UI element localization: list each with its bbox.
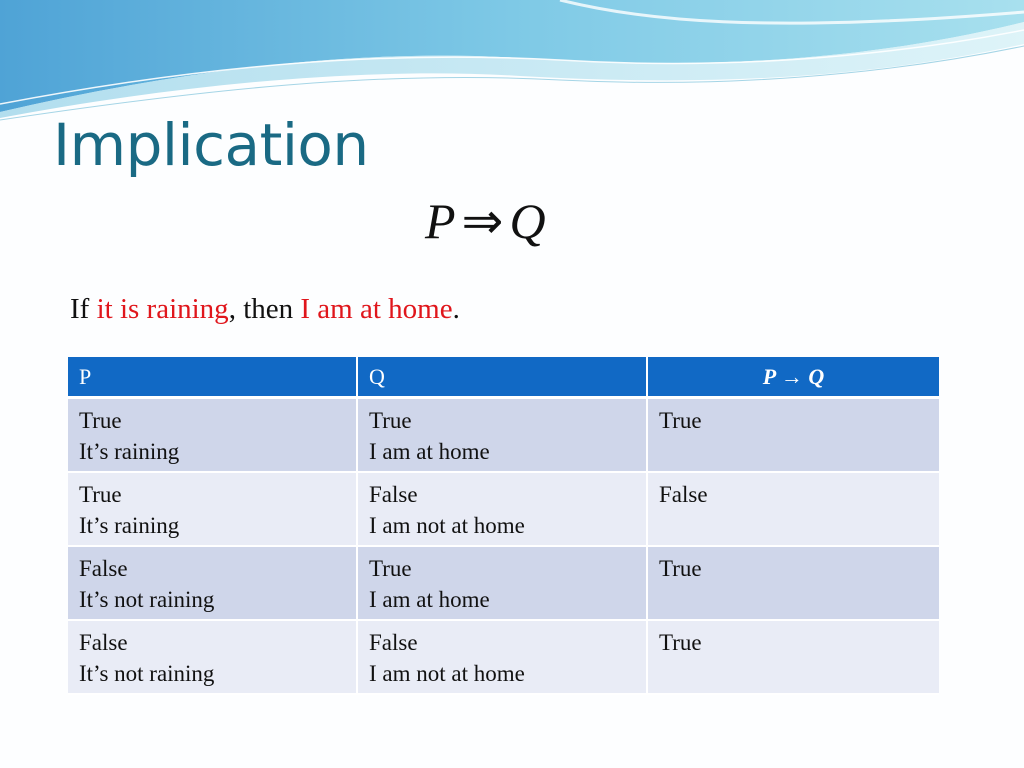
cell-truth-value: True bbox=[659, 556, 702, 581]
cell-truth-value: False bbox=[79, 630, 128, 655]
cell-truth-value: False bbox=[369, 630, 418, 655]
cell-q bbox=[358, 547, 648, 621]
sentence-consequent: I am at home bbox=[300, 293, 453, 325]
cell-description: I am not at home bbox=[369, 661, 525, 686]
cell-q bbox=[358, 621, 648, 695]
sentence-middle: , then bbox=[228, 293, 301, 325]
cell-result bbox=[648, 473, 939, 547]
cell-truth-value: True bbox=[659, 408, 702, 433]
table-row bbox=[68, 547, 939, 621]
cell-truth-value: False bbox=[369, 482, 418, 507]
cell-p bbox=[68, 399, 358, 473]
cell-truth-value: True bbox=[369, 408, 412, 433]
example-sentence bbox=[70, 292, 460, 327]
cell-description: I am at home bbox=[369, 587, 490, 612]
slide-title: Implication bbox=[53, 111, 369, 179]
sentence-prefix: If bbox=[70, 293, 97, 325]
formula-right-var: Q bbox=[509, 193, 546, 249]
cell-p bbox=[68, 473, 358, 547]
cell-result bbox=[648, 399, 939, 473]
header-p-implies-q: P → Q bbox=[648, 357, 939, 399]
table-row bbox=[68, 621, 939, 695]
truth-table bbox=[68, 357, 939, 695]
cell-truth-value: True bbox=[79, 482, 122, 507]
cell-q bbox=[358, 473, 648, 547]
cell-description: It’s not raining bbox=[79, 587, 215, 612]
sentence-antecedent: it is raining bbox=[96, 293, 229, 325]
cell-q bbox=[358, 399, 648, 473]
cell-description: It’s raining bbox=[79, 439, 180, 464]
table-row bbox=[68, 473, 939, 547]
cell-result bbox=[648, 547, 939, 621]
implication-formula bbox=[425, 193, 546, 249]
cell-truth-value: False bbox=[79, 556, 128, 581]
cell-truth-value: True bbox=[369, 556, 412, 581]
cell-description: It’s not raining bbox=[79, 661, 215, 686]
cell-p bbox=[68, 621, 358, 695]
sentence-suffix: . bbox=[452, 293, 460, 325]
cell-result bbox=[648, 621, 939, 695]
table-row bbox=[68, 399, 939, 473]
formula-left-var: P bbox=[425, 193, 456, 249]
cell-description: It’s raining bbox=[79, 513, 180, 538]
implies-arrow: ⇒ bbox=[461, 193, 504, 249]
cell-p bbox=[68, 547, 358, 621]
table-header-row bbox=[68, 357, 939, 399]
cell-truth-value: True bbox=[659, 630, 702, 655]
cell-description: I am at home bbox=[369, 439, 490, 464]
header-q: Q bbox=[358, 357, 648, 399]
cell-truth-value: False bbox=[659, 482, 708, 507]
cell-truth-value: True bbox=[79, 408, 122, 433]
header-p: P bbox=[68, 357, 358, 399]
cell-description: I am not at home bbox=[369, 513, 525, 538]
